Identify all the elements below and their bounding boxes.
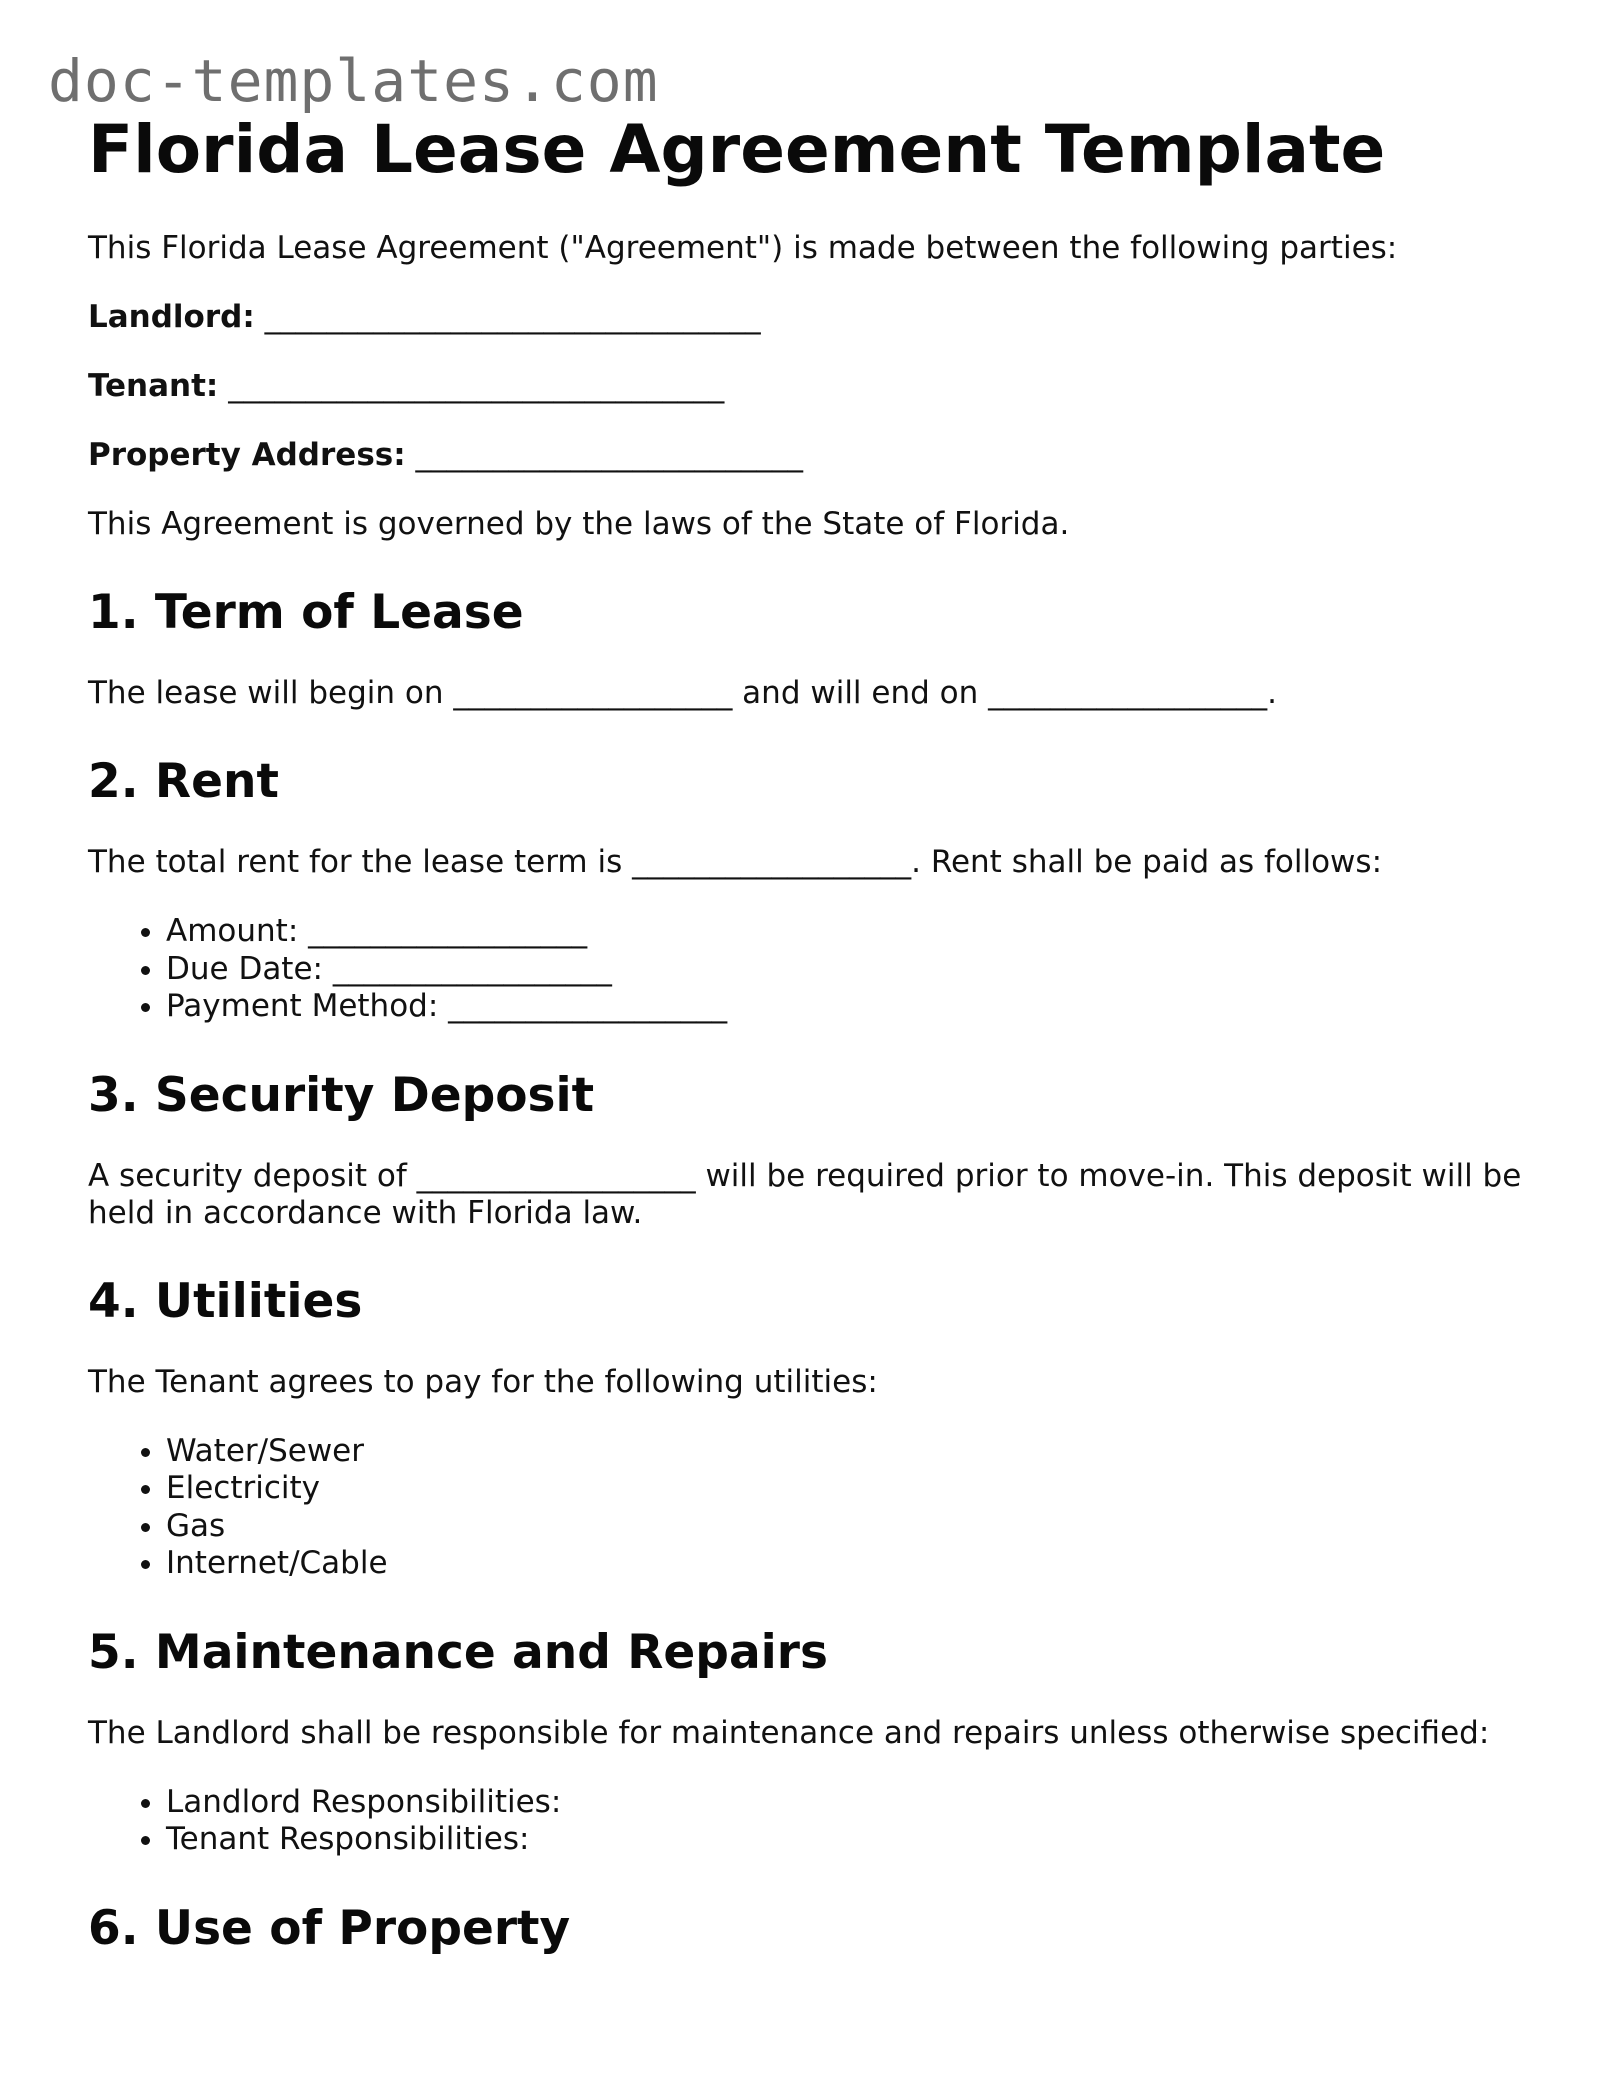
list-item: • Landlord Responsibilities: (166, 1784, 1528, 1822)
watermark: doc-templates.com (48, 47, 659, 115)
tenant-field (88, 368, 1528, 405)
section-heading-utilities: 4. Utilities (88, 1273, 363, 1329)
utilities-list (88, 1433, 1528, 1583)
utilities-paragraph: The Tenant agrees to pay for the following utilities: (88, 1363, 878, 1400)
maintenance-list (88, 1784, 1528, 1859)
list-item: • Gas (166, 1508, 1528, 1546)
list-item: • Water/Sewer (166, 1433, 1528, 1471)
property-address-blank: _________________________ (415, 437, 803, 473)
term-paragraph: The lease will begin on __________________ and will end on __________________. (88, 675, 1277, 711)
property-address-label: Property Address: (88, 437, 406, 473)
page-title: Florida Lease Agreement Template (88, 111, 1386, 188)
rent-paragraph: The total rent for the lease term is __________________. Rent shall be paid as follows: (88, 844, 1383, 880)
list-item: • Due Date: __________________ (166, 951, 1528, 989)
list-item: • Internet/Cable (166, 1545, 1528, 1583)
section-heading-term: 1. Term of Lease (88, 585, 524, 640)
security-deposit-paragraph: A security deposit of __________________ will be required prior to move-in. This deposit will be held in accordance with Florida law. (88, 1157, 1522, 1231)
property-address-field (88, 437, 1528, 474)
document (88, 110, 1528, 1957)
governing-law-paragraph: This Agreement is governed by the laws of the State of Florida. (88, 506, 1070, 542)
list-item: • Electricity (166, 1470, 1528, 1508)
section-heading-rent: 2. Rent (88, 754, 279, 809)
list-item: • Tenant Responsibilities: (166, 1821, 1528, 1859)
maintenance-paragraph: The Landlord shall be responsible for maintenance and repairs unless otherwise specified: (88, 1714, 1490, 1751)
landlord-field (88, 299, 1528, 336)
section-heading-security-deposit: 3. Security Deposit (88, 1067, 595, 1123)
tenant-blank: ________________________________ (228, 368, 725, 404)
section-heading-use-of-property: 6. Use of Property (88, 1900, 571, 1956)
section-heading-maintenance: 5. Maintenance and Repairs (88, 1624, 828, 1680)
intro-paragraph: This Florida Lease Agreement ("Agreement") is made between the following parties: (88, 230, 1398, 266)
landlord-label: Landlord: (88, 299, 255, 335)
list-item: • Payment Method: __________________ (166, 988, 1528, 1026)
tenant-label: Tenant: (88, 368, 219, 404)
landlord-blank: ________________________________ (264, 299, 761, 335)
list-item: • Amount: __________________ (166, 913, 1528, 951)
rent-list (88, 913, 1528, 1026)
